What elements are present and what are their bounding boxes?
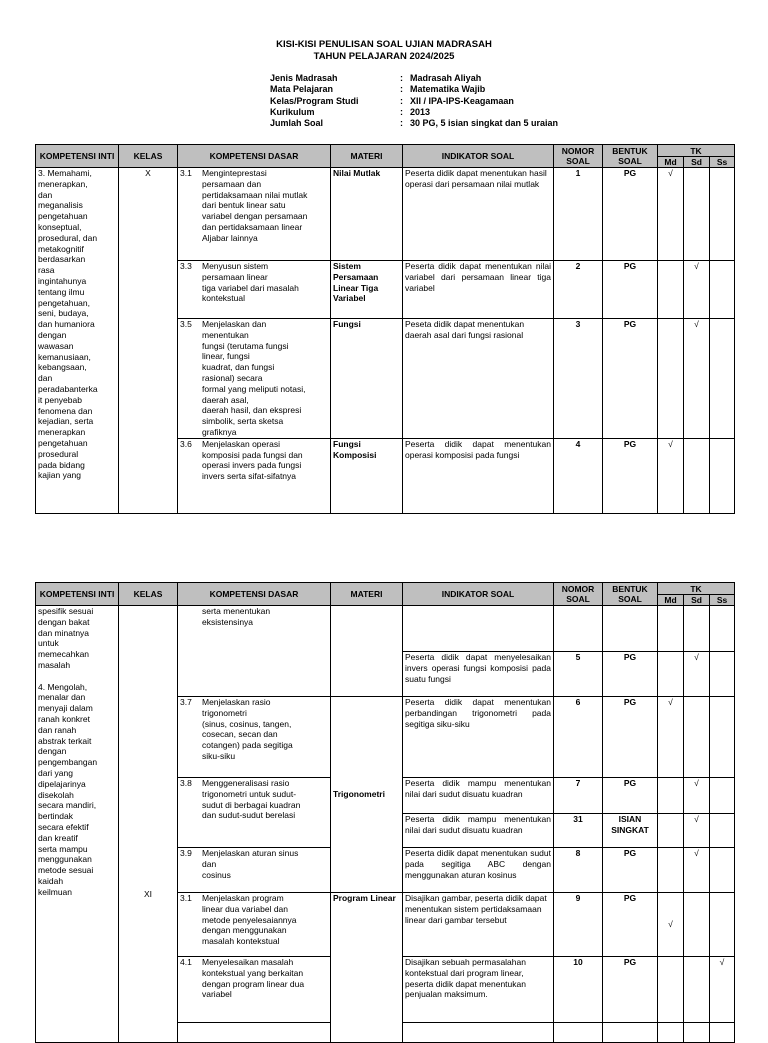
indikator-cell: Peserta didik dapat menentukan operasi komposisi pada fungsi [403,438,554,513]
bentuk-cell: PG [603,438,658,513]
materi-cell: Fungsi [331,319,403,439]
indikator-cell: Peserta didik dapat menentukan nilai variabel dari persamaan linear tiga variabel [403,261,554,319]
md-cell [658,652,684,697]
md-cell [658,848,684,893]
indikator-cell: Peserta didik mampu menentukan nilai dari sudut disuatu kuadran [403,814,554,848]
materi-cell: Sistem Persamaan Linear Tiga Variabel [331,261,403,319]
sd-cell [684,438,710,513]
kd-cell [178,778,331,848]
meta-row [270,96,558,107]
sd-cell: √ [684,261,710,319]
header-kelas: KELAS [119,583,178,606]
nomor-cell: 7 [554,778,603,814]
sd-cell: √ [684,778,710,814]
bentuk-cell: PG [603,848,658,893]
kd-text: Menyusun sistem persamaan linear tiga variabel dari masalah kontekstual [202,261,299,304]
meta-colon: : [400,95,403,106]
kd-text: Menjelaskan program linear dua variabel dan metode penyelesaiannya dengan menggunakan masalah kontekstual [202,893,297,947]
header-kelas: KELAS [119,145,178,168]
meta-row [270,73,558,84]
indikator-cell: Peserta didik dapat menentukan hasil operasi dari persamaan nilai mutlak [403,168,554,261]
kd-cell [178,606,331,697]
md-cell: √ [658,438,684,513]
nomor-cell [554,606,603,652]
materi-cell: Nilai Mutlak [331,168,403,261]
ss-cell [710,697,735,778]
bentuk-cell: PG [603,168,658,261]
kelas-cell: X [119,168,178,514]
document-subtitle: TAHUN PELAJARAN 2024/2025 [313,51,455,62]
sd-cell [684,957,710,1023]
kd-text: Menjelaskan dan menentukan fungsi (terutama fungsi linear, fungsi kuadrat, dan fungsi rasional) secara formal yang meliputi notasi, daerah asal, daerah hasil, dan ekspresi simbolik, serta sketsa grafiknya [202,319,306,437]
nomor-cell: 10 [554,957,603,1023]
document-title: KISI-KISI PENULISAN SOAL UJIAN MADRASAH [276,39,492,50]
header-indikator-soal: INDIKATOR SOAL [403,583,554,606]
meta-key: Mata Pelajaran [270,84,334,95]
meta-value: Madrasah Aliyah [410,73,482,83]
bentuk-cell: PG [603,261,658,319]
nomor-cell [554,1023,603,1043]
kd-text: Menjelaskan rasio trigonometri (sinus, cosinus, tangen, cosecan, secan dan cotangen) pada segitiga siku-siku [202,697,293,761]
nomor-cell: 5 [554,652,603,697]
header-materi: MATERI [331,583,403,606]
meta-colon: : [400,84,403,95]
kd-cell [178,848,331,893]
header-md: Md [658,595,684,606]
ss-cell [710,438,735,513]
ss-cell [710,848,735,893]
header-md: Md [658,157,684,168]
indikator-cell: Peseta didik dapat menentukan daerah asal dari fungsi rasional [403,319,554,439]
md-cell [658,606,684,652]
md-cell [658,814,684,848]
header-bentuk-soal: BENTUK SOAL [603,583,658,606]
bentuk-cell: PG [603,319,658,439]
kd-cell [178,697,331,778]
md-cell [658,261,684,319]
md-cell [658,1023,684,1043]
materi-cell: Program Linear [331,893,403,1043]
ss-cell [710,1023,735,1043]
meta-colon: : [400,118,403,129]
md-cell [658,957,684,1023]
bentuk-cell: PG [603,893,658,957]
kd-number: 3.9 [180,848,192,858]
kd-text: Menyelesaikan masalah kontekstual yang berkaitan dengan program linear dua variabel [202,957,305,1000]
bentuk-cell [603,606,658,652]
sd-cell [684,1023,710,1043]
indikator-cell: Peserta didik dapat menentukan perbandingan trigonometri pada segitiga siku-siku [403,697,554,778]
indikator-cell: Disajikan sebuah permasalahan kontekstual dari program linear, peserta didik dapat menentukan penjualan maksimum. [403,957,554,1023]
kd-cell [178,168,331,261]
kompetensi-inti-cell: spesifik sesuai dengan bakat dan minatnya untuk memecahkan masalah 4. Mengolah, menalar dan menyaji dalam ranah konkret dan ranah abstrak terkait dengan pengembangan dari yang dipelajarinya disekolah secara mandiri, bertindak secara efektif dan kreatif serta mampu menggunakan metode sesuai kaidah keilmuan [36,606,119,1043]
indikator-cell [403,1023,554,1043]
ss-cell [710,778,735,814]
sd-cell [684,697,710,778]
meta-value: 2013 [410,106,431,117]
kd-cell [178,957,331,1023]
kd-number: 3.5 [180,319,192,329]
kd-number: 4.1 [180,957,192,967]
materi-cell: Trigonometri [331,697,403,893]
ss-cell [710,893,735,957]
nomor-cell: 6 [554,697,603,778]
ss-cell [710,261,735,319]
meta-key: Kelas/Program Studi [270,95,359,106]
nomor-cell: 4 [554,438,603,513]
indikator-cell: Disajikan gambar, peserta didik dapat menentukan sistem pertidaksamaan linear dari gambar tersebut [403,893,554,957]
header-sd: Sd [684,157,710,168]
indikator-cell: Peserta didik mampu menentukan nilai dari sudut disuatu kuadran [403,778,554,814]
kd-number: 3.7 [180,697,192,707]
meta-colon: : [400,73,403,83]
header-ss: Ss [710,595,735,606]
kd-cell [178,261,331,319]
ss-cell [710,814,735,848]
meta-colon: : [400,106,403,117]
nomor-cell: 9 [554,893,603,957]
sd-cell [684,168,710,261]
materi-cell [331,606,403,697]
bentuk-cell: ISIAN SINGKAT [603,814,658,848]
materi-cell: Fungsi Komposisi [331,438,403,513]
kd-cell [178,319,331,439]
kompetensi-inti-cell: 3. Memahami, menerapkan, dan meganalisis pengetahuan konseptual, prosedural, dan metakognitif berdasarkan rasa ingintahunya tentang ilmu pengetahuan, seni, budaya, dan humaniora dengan wawasan kemanusiaan, kebangsaan, dan peradabanterka it penyebab fenomena dan kejadian, serta menerapkan pengetahuan prosedural pada bidang kajian yang [36,168,119,514]
nomor-cell: 2 [554,261,603,319]
md-cell: √ [658,893,684,957]
header-kompetensi-dasar: KOMPETENSI DASAR [178,145,331,168]
sd-cell: √ [684,814,710,848]
header-kompetensi-dasar: KOMPETENSI DASAR [178,583,331,606]
header-materi: MATERI [331,145,403,168]
header-indikator-soal: INDIKATOR SOAL [403,145,554,168]
kd-text: serta menentukan eksistensinya [202,606,271,627]
bentuk-cell: PG [603,652,658,697]
header-nomor-soal: NOMOR SOAL [554,583,603,606]
kd-cell [178,438,331,513]
kd-number: 3.8 [180,778,192,788]
header-tk: TK [658,583,735,595]
md-cell [658,319,684,439]
meta-row [270,118,558,129]
header-kompetensi-inti: KOMPETENSI INTI [36,583,119,606]
indikator-cell: Peserta didik dapat menyelesaikan invers operasi fungsi komposisi pada suatu fungsi [403,652,554,697]
header-ss: Ss [710,157,735,168]
kd-number: 3.6 [180,438,192,449]
kd-text: Menggeneralisasi rasio trigonometri untuk sudut- sudut di berbagai kuadran dan sudut-sudut berelasi [202,778,301,821]
ss-cell [710,168,735,261]
meta-value: Matematika Wajib [410,84,486,95]
sd-cell [684,893,710,957]
header-kompetensi-inti: KOMPETENSI INTI [36,145,119,168]
meta-value: 30 PG, 5 isian singkat dan 5 uraian [410,118,559,129]
meta-key: Jenis Madrasah [270,73,338,83]
ss-cell [710,319,735,439]
header-bentuk-soal: BENTUK SOAL [603,145,658,168]
kisi-kisi-table-page2 [35,582,735,1043]
kd-text: Menginteprestasi persamaan dan pertidaksamaan nilai mutlak dari bentuk linear satu variabel dengan persamaan dan pertidaksamaan linear Aljabar lainnya [202,168,308,243]
header-nomor-soal: NOMOR SOAL [554,145,603,168]
md-cell: √ [658,168,684,261]
meta-key: Kurikulum [270,106,315,117]
sd-cell [684,606,710,652]
sd-cell: √ [684,652,710,697]
nomor-cell: 3 [554,319,603,439]
kd-number: 3.1 [180,168,192,178]
kisi-kisi-table-page1 [35,144,735,514]
kd-cell [178,893,331,957]
kd-number: 3.1 [180,893,192,903]
meta-key: Jumlah Soal [270,118,324,129]
kd-text: Menjelaskan operasi komposisi pada fungsi dan operasi invers pada fungsi invers serta sifat-sifatnya [202,438,303,482]
md-cell: √ [658,697,684,778]
sd-cell: √ [684,848,710,893]
bentuk-cell: PG [603,697,658,778]
md-cell [658,778,684,814]
bentuk-cell [603,1023,658,1043]
kd-number: 3.3 [180,261,192,271]
bentuk-cell: PG [603,957,658,1023]
nomor-cell: 1 [554,168,603,261]
meta-info [270,73,558,129]
nomor-cell: 8 [554,848,603,893]
meta-value: XII / IPA-IPS-Keagamaan [410,95,514,106]
sd-cell: √ [684,319,710,439]
ss-cell: √ [710,957,735,1023]
kelas-cell: XI [119,606,178,1043]
indikator-cell [403,606,554,652]
header-sd: Sd [684,595,710,606]
ss-cell [710,652,735,697]
kd-text: Menjelaskan aturan sinus dan cosinus [202,848,299,880]
ss-cell [710,606,735,652]
bentuk-cell: PG [603,778,658,814]
nomor-cell: 31 [554,814,603,848]
meta-row [270,84,558,95]
kd-cell [178,1023,331,1043]
indikator-cell: Peserta didik dapat menentukan sudut pada segitiga ABC dengan menggunakan aturan kosinus [403,848,554,893]
meta-row [270,107,558,118]
header-tk: TK [658,145,735,157]
